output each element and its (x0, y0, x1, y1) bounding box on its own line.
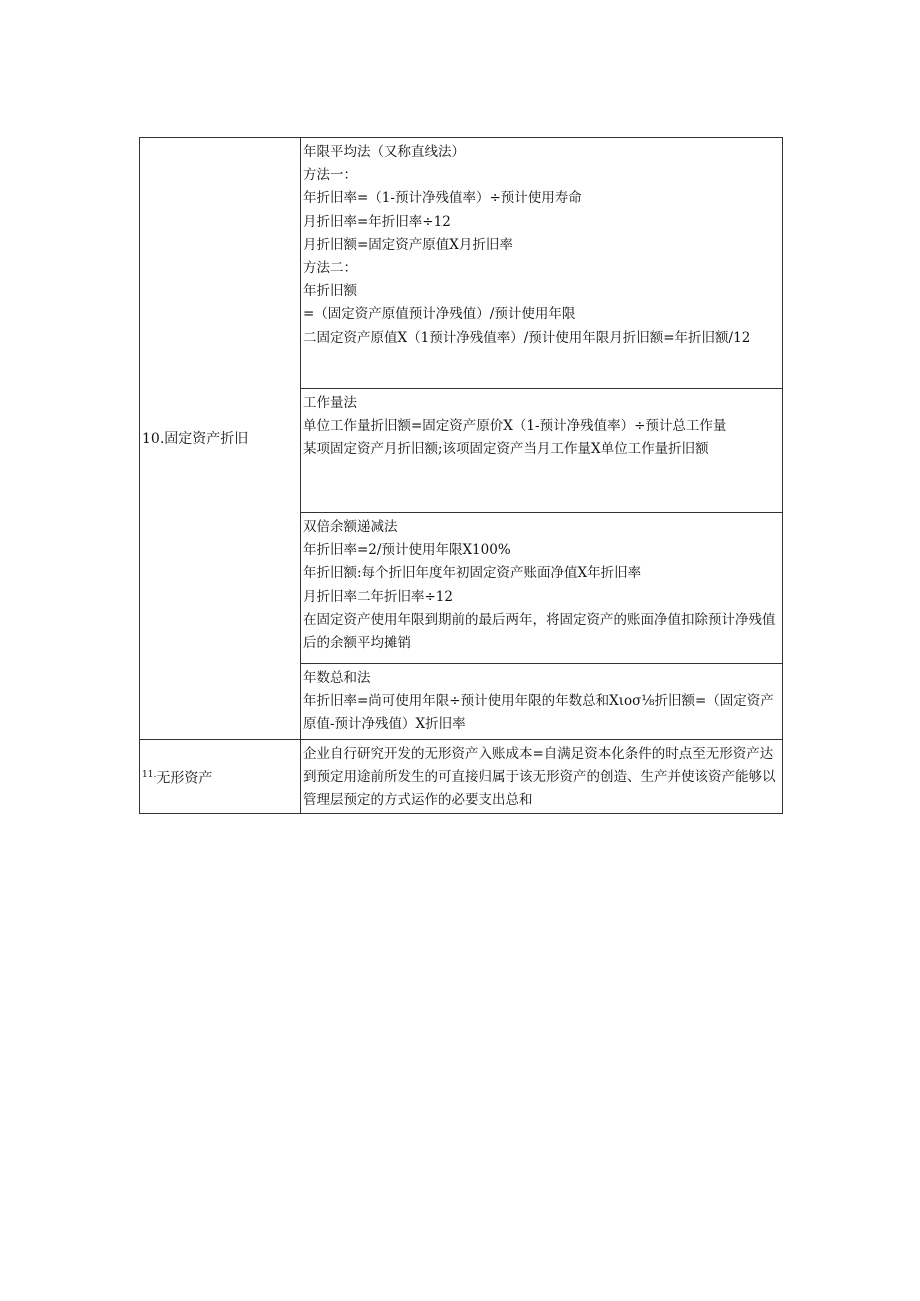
method-title-straight-line: 年限平均法（又称直线法） (303, 144, 465, 160)
annual-rate-formula: 年折旧率=（1-预计净残值率）÷预计使用寿命 (303, 190, 582, 207)
ddb-monthly-rate-formula: 月折旧率二年折旧率÷12 (303, 588, 453, 605)
annual-amount-heading: 年折旧额 (303, 283, 357, 300)
label-intangible-text: 无形资产 (156, 770, 213, 787)
ddb-annual-amount-formula: 年折旧额:每个折旧年度年初固定资产账面净值X年折旧率 (303, 565, 642, 582)
method-title-double-declining: 双倍余额递减法 (303, 519, 398, 535)
label-intangible-assets (140, 740, 301, 814)
annual-amount-formula-b: 二固定资产原值X（1预计净残值率）/预计使用年限月折旧额=年折旧额/12 (303, 329, 751, 346)
method-title-sum-of-years: 年数总和法 (303, 670, 371, 686)
ddb-annual-rate-formula: 年折旧率=2/预计使用年限X100% (303, 542, 511, 559)
label-intangible-number: 11. (142, 769, 157, 780)
method-two-heading: 方法二： (303, 260, 357, 277)
accounting-formula-table (139, 137, 783, 814)
method-title-workload: 工作量法 (303, 395, 357, 411)
cell-double-declining-method (301, 513, 783, 664)
cell-intangible-assets (301, 740, 783, 814)
syd-rate-and-amount-formula: 年折旧率=尚可使用年限÷预计使用年限的年数总和Xιoσ⅛折旧额=（固定资产原值-预计净残值）X折旧率 (303, 693, 774, 733)
unit-workload-formula: 单位工作量折旧额=固定资产原价X（1-预计净残值率）÷预计总工作量 (303, 418, 727, 435)
monthly-rate-formula: 月折旧率=年折旧率÷12 (303, 213, 451, 230)
label-fixed-asset-depreciation-text: 10.固定资产折旧 (142, 430, 249, 447)
cell-sum-of-years-method (301, 664, 783, 740)
monthly-workload-formula: 某项固定资产月折旧额;该项固定资产当月工作量X单位工作量折旧额 (303, 441, 709, 458)
label-fixed-asset-depreciation (140, 138, 301, 740)
method-one-heading: 方法一： (303, 167, 357, 184)
table-row-straight-line (140, 138, 783, 389)
cell-workload-method (301, 389, 783, 513)
ddb-final-years-note: 在固定资产使用年限到期前的最后两年，将固定资产的账面净值扣除预计净残值后的余额平均摊销 (303, 611, 776, 652)
intangible-cost-definition: 企业自行研究开发的无形资产入账成本=自满足资本化条件的时点至无形资产达到预定用途前所发生的可直接归属于该无形资产的创造、生产并使该资产能够以管理层预定的方式运作的必要支出总和 (303, 746, 776, 809)
annual-amount-formula-a: =（固定资产原值预计净残值）/预计使用年限 (303, 306, 576, 323)
table-row-intangible-assets (140, 740, 783, 814)
monthly-amount-formula: 月折旧额=固定资产原值X月折旧率 (303, 236, 513, 253)
cell-straight-line-method (301, 138, 783, 389)
